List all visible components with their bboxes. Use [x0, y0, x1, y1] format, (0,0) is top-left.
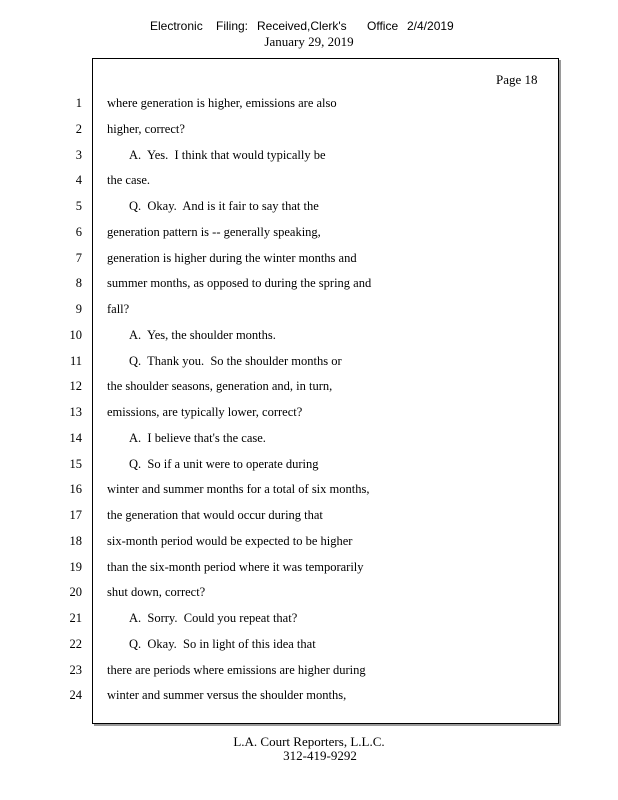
page-number: Page 18 [496, 72, 538, 87]
transcript-line [0, 276, 560, 294]
transcript-line [0, 688, 560, 706]
line-text: summer months, as opposed to during the spring and [107, 276, 372, 291]
reporter-phone: 312-419-9292 [283, 748, 357, 763]
line-number: 16 [69, 482, 82, 497]
line-number: 5 [75, 199, 82, 213]
transcript-line [0, 96, 560, 114]
line-text: there are periods where emissions are higher during [107, 662, 366, 677]
line-text: six-month period would be expected to be higher [107, 533, 353, 548]
filing-stamp-date: 2/4/2019 [407, 19, 454, 33]
line-text: Q. Okay. So in light of this idea that [129, 636, 316, 651]
transcript-line [0, 534, 560, 552]
transcript-line [0, 663, 560, 681]
transcript-line [0, 379, 560, 397]
transcript-line [0, 302, 560, 320]
transcript-line [0, 251, 560, 269]
line-text: the case. [107, 173, 151, 188]
line-number: 12 [69, 379, 82, 394]
line-number: 21 [69, 611, 82, 625]
line-number: 24 [69, 688, 82, 703]
transcript-line [0, 457, 560, 475]
transcript-line [0, 328, 560, 346]
line-text: A. I believe that's the case. [129, 430, 266, 445]
line-text: the shoulder seasons, generation and, in turn, [107, 379, 333, 394]
line-text: higher, correct? [107, 121, 185, 136]
line-text: emissions, are typically lower, correct? [107, 405, 303, 419]
line-text: Q. Thank you. So the shoulder months or [129, 353, 342, 368]
transcript-line [0, 405, 560, 423]
line-number: 7 [75, 250, 82, 265]
line-number: 4 [75, 173, 82, 188]
line-number: 22 [69, 636, 82, 651]
line-text: winter and summer versus the shoulder months, [107, 688, 347, 703]
line-text: A. Sorry. Could you repeat that? [129, 611, 298, 625]
line-text: winter and summer months for a total of six months, [107, 482, 370, 497]
filing-stamp-office: Office [367, 19, 399, 33]
transcript-line [0, 199, 560, 217]
transcript-line [0, 611, 560, 629]
transcript-line [0, 482, 560, 500]
transcript-line [0, 354, 560, 372]
reporter-company: L.A. Court Reporters, L.L.C. [233, 734, 385, 749]
line-text: Q. So if a unit were to operate during [129, 456, 319, 471]
line-number: 18 [69, 533, 82, 548]
transcript-line [0, 225, 560, 243]
transcript-date: January 29, 2019 [264, 34, 354, 49]
filing-stamp-received: Received,Clerk's [257, 19, 347, 33]
line-number: 23 [69, 662, 82, 677]
transcript-line [0, 173, 560, 191]
filing-stamp-filing: Filing: [216, 19, 249, 33]
transcript-line [0, 148, 560, 166]
line-text: A. Yes, the shoulder months. [129, 327, 276, 342]
line-number: 1 [75, 96, 82, 110]
line-number: 10 [69, 327, 82, 342]
line-number: 6 [75, 224, 82, 239]
transcript-line [0, 560, 560, 578]
transcript-line [0, 585, 560, 603]
line-number: 13 [69, 405, 82, 419]
transcript-line [0, 122, 560, 140]
line-number: 17 [69, 508, 82, 522]
transcript-line [0, 508, 560, 526]
line-text: shut down, correct? [107, 585, 206, 600]
line-number: 20 [69, 585, 82, 600]
line-text: the generation that would occur during that [107, 508, 323, 522]
line-number: 9 [75, 302, 82, 316]
line-number: 15 [69, 456, 82, 471]
line-text: than the six-month period where it was temporarily [107, 559, 364, 574]
transcript-line [0, 637, 560, 655]
line-number: 3 [75, 147, 82, 162]
line-text: Q. Okay. And is it fair to say that the [129, 199, 319, 213]
line-number: 14 [69, 430, 82, 445]
filing-stamp-electronic: Electronic [150, 19, 203, 33]
line-text: where generation is higher, emissions are also [107, 96, 337, 110]
line-text: fall? [107, 302, 130, 316]
line-number: 11 [69, 353, 82, 368]
line-text: A. Yes. I think that would typically be [129, 147, 326, 162]
line-number: 8 [75, 276, 82, 291]
line-number: 19 [69, 559, 82, 574]
line-text: generation is higher during the winter months and [107, 250, 357, 265]
line-text: generation pattern is -- generally speaking, [107, 224, 321, 239]
line-number: 2 [75, 121, 82, 136]
transcript-line [0, 431, 560, 449]
